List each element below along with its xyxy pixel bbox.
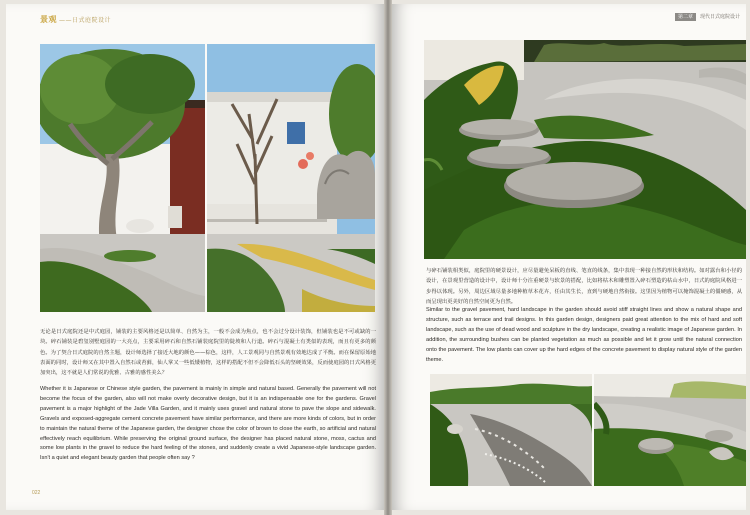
left-running-head [40, 14, 111, 25]
page-number: 022 [32, 490, 41, 496]
right-running-head-text: 现代日式庭院设计 [699, 14, 740, 20]
left-page [6, 4, 384, 510]
chapter-label: 第二章 [675, 13, 696, 21]
running-head-logo: 景观 [40, 15, 57, 24]
right-running-head [675, 13, 740, 20]
left-english-paragraph: Whether it is Japanese or Chinese style garden, the pavement is mainly in simple and natural based. Generally the pavement will not become the focus of the garden, also will not make overly decorative design, but it is an indispensable one for the gardens. Gravel pavement is a major highlight of the Jade Villa Garden, and it mainly uses gravel and natural stone to pave the slope and sidewalk. Gravels and exposed-aggregate cement concrete pavement have similar performance, and there are more kinds of colors, but in order to maintain the natural theme of the Japanese garden, the designer chose the color of brown to close the earth, so artificial and natural effectively reach equilibrium. While preserving the original ground surface, the designer has placed natural stone, moss, cactus and some low plants in the gravel to reduce the hard feeling of the stones, and suddenly create a vivid Japanese-style landscape garden. Isn't a quiet and elegant beauty garden that people often say ? [40, 386, 376, 462]
right-english-paragraph: Similar to the gravel pavement, hard landscape in the garden should avoid stiff straight lines and show a natural shape and structure, such as terrace and trail designs. In this garden design, designers paid great attention to the mix of hard and soft landscape, such as the use of dead wood and sculpture in the dry landscape, creating a realistic image of Japanese garden. In addition, the surrounding bushes can be planted vegetation as much as possible and let it grow until the natural connection onto the pavement. The low plants can cover up the hard edges of the concrete pavement to display natural style of the garden theme. [426, 307, 742, 363]
running-head-text: ——日式庭院设计 [59, 17, 112, 24]
garden-photo-moss-stones [424, 40, 746, 259]
garden-photo-stone-lawn [594, 374, 746, 486]
garden-photo-gravel-path [430, 374, 592, 486]
garden-photo-tree [40, 44, 205, 312]
book-gutter [384, 0, 392, 515]
right-page [392, 4, 746, 510]
right-chinese-paragraph: 与碎石铺装相类似，庭院里的硬景设计，应尽量避免呆板的直线、笔直的线条，集中表现一种接自然的形状和结构。如对露台和小径的设计，在景观里营造的设计中，设计师十分注重硬景与软景的搭配，比如将枯木和雕塑置入碎石塑造的枯山水中，日式的庭院风格进一步得以体现。另外，周边区域尽量多地种植草本花卉，任由其生长，直到与硬地自然衔接。这里因为植物可以掩饰混凝土的僵硬感，从而呈现出更美好的自然空间更为自然。 [426, 268, 742, 305]
left-chinese-paragraph: 无论是日式庭院还是中式庭园，铺装的主要风格还是以简单、自然为主，一般不会成为焦点，也不会过分设计装饰，但铺装也是不可或缺的一块。碎石铺装是碧玺别墅庭园的一大亮点，主要采用碎石和自然石铺装庭院里的陡坡和人行道。碎石与混凝土有类似的表现，而且有更多的颜色。为了契合日式庭院的自然主题，设计师选择了接近大地的颜色——棕色，这样，人工景观同与自然景观有效地达成了平衡。而在保留原始地表面的同时，设计师又在其中置入自然石或苔藓，仙人掌又一些低矮植物，这样的搭配不但不会降低石头的坚硬效果，反而使庭园的日式风格更加突出，这不就是人们常说的优雅、古雅的感性美么？ [40, 329, 376, 377]
garden-photo-rockery [207, 44, 375, 312]
